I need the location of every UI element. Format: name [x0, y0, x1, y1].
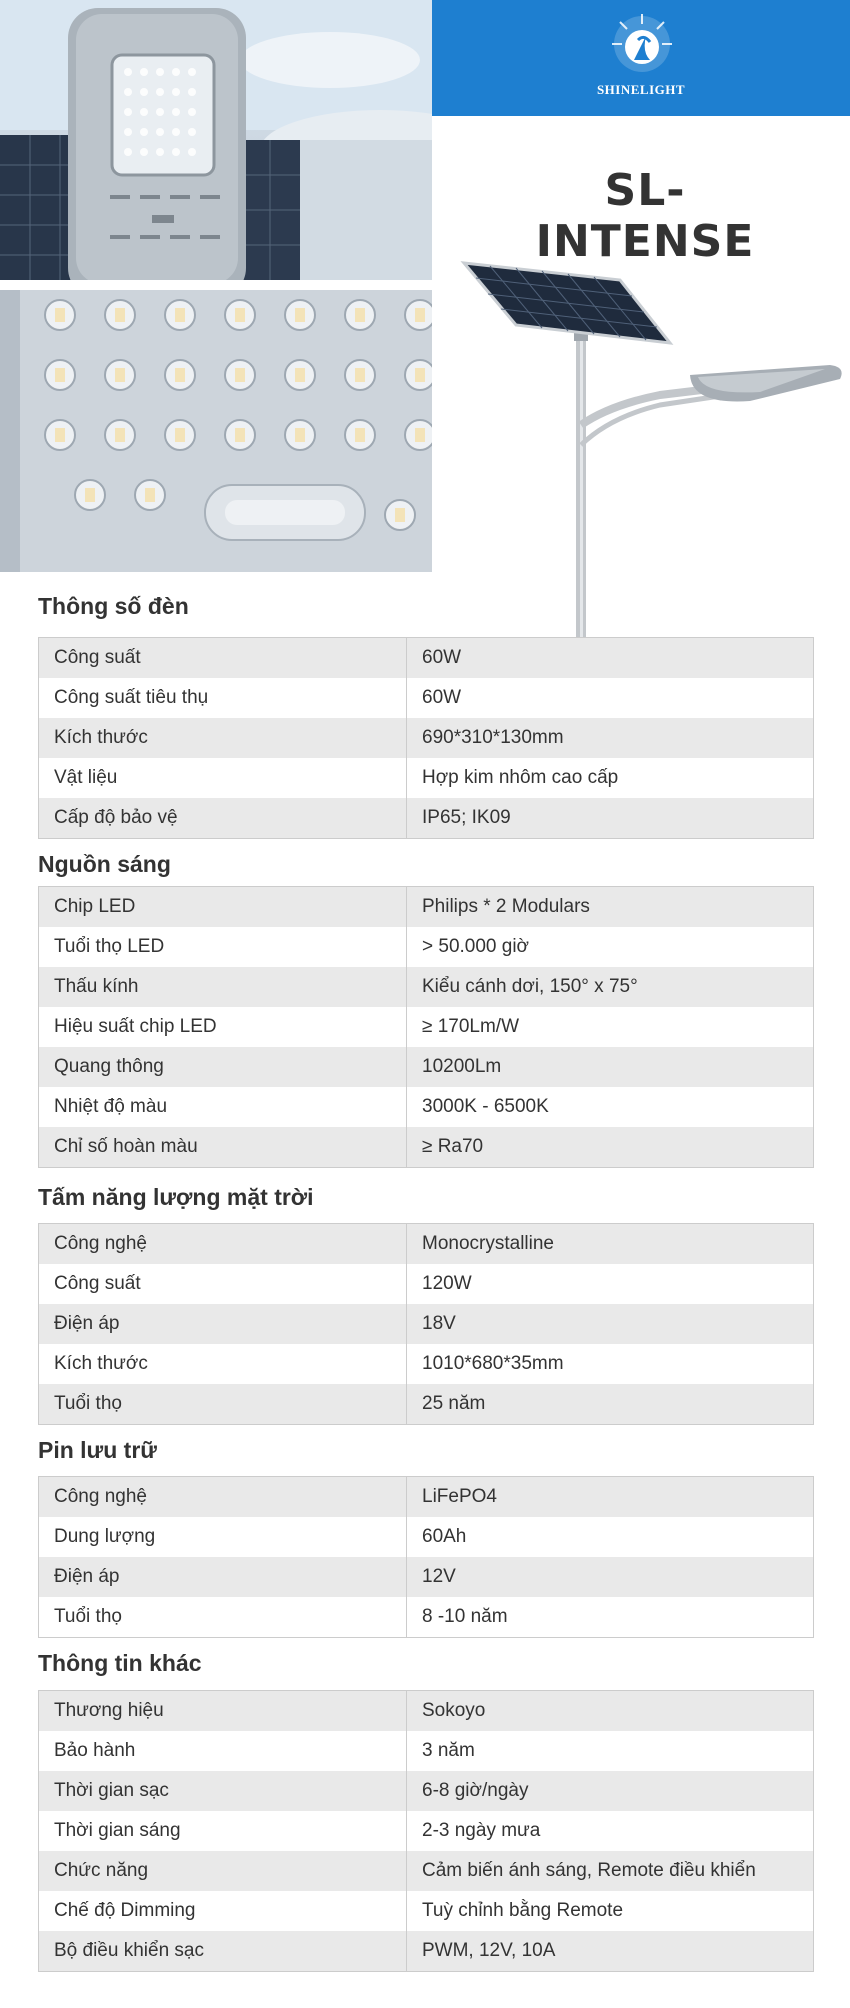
- spec-value: Monocrystalline: [422, 1233, 554, 1254]
- spec-label: Công suất: [39, 638, 407, 678]
- led-chip-array-photo: [0, 290, 432, 572]
- table-row: [39, 1047, 813, 1087]
- table-row: [39, 887, 813, 927]
- spec-label: Hiệu suất chip LED: [39, 1007, 407, 1047]
- spec-value: 18V: [422, 1313, 456, 1334]
- table-row: [39, 1891, 813, 1931]
- spec-value: Tuỳ chỉnh bằng Remote: [422, 1900, 624, 1921]
- spec-label: Tuổi thọ: [39, 1384, 407, 1424]
- table-row: [39, 1811, 813, 1851]
- spec-value: 10200Lm: [422, 1056, 502, 1077]
- spec-label: Thời gian sáng: [39, 1811, 407, 1851]
- spec-value: LiFePO4: [422, 1486, 497, 1507]
- spec-value: 60Ah: [422, 1526, 467, 1547]
- table-row: [39, 798, 813, 838]
- light-source-table: [38, 886, 814, 1168]
- spec-label: Bộ điều khiển sạc: [39, 1931, 407, 1971]
- spec-value: PWM, 12V, 10A: [422, 1940, 556, 1961]
- spec-label: Quang thông: [39, 1047, 407, 1087]
- spec-label: Chế độ Dimming: [39, 1891, 407, 1931]
- spec-label: Công nghệ: [39, 1477, 407, 1517]
- spec-label: Tuổi thọ LED: [39, 927, 407, 967]
- lamp-specs-table: [38, 637, 814, 839]
- table-row: [39, 1477, 813, 1517]
- spec-label: Cấp độ bảo vệ: [39, 798, 407, 838]
- spec-value: Cảm biến ánh sáng, Remote điều khiển: [422, 1860, 756, 1881]
- spec-label: Dung lượng: [39, 1517, 407, 1557]
- solar-street-light-product-drawing: [460, 255, 850, 640]
- spec-value: Sokoyo: [422, 1700, 486, 1721]
- brand-logo-text: SHINELIGHT: [596, 82, 686, 97]
- spec-label: Kích thước: [39, 718, 407, 758]
- table-row: [39, 1087, 813, 1127]
- table-row: [39, 1127, 813, 1167]
- table-row: [39, 718, 813, 758]
- spec-value: 8 -10 năm: [422, 1606, 508, 1627]
- table-row: [39, 1691, 813, 1731]
- table-row: [39, 1597, 813, 1637]
- spec-label: Công suất: [39, 1264, 407, 1304]
- spec-value: Philips * 2 Modulars: [422, 896, 590, 917]
- table-row: [39, 1731, 813, 1771]
- table-row: [39, 1384, 813, 1424]
- table-row: [39, 1264, 813, 1304]
- spec-label: Điện áp: [39, 1304, 407, 1344]
- spec-value: > 50.000 giờ: [422, 936, 530, 957]
- spec-value: 3 năm: [422, 1740, 475, 1761]
- product-title: SL-INTENSE: [535, 165, 755, 267]
- street-light-closeup-photo: [0, 0, 432, 280]
- spec-value: 60W: [422, 647, 462, 668]
- spec-label: Kích thước: [39, 1344, 407, 1384]
- spec-value: 6-8 giờ/ngày: [422, 1780, 529, 1801]
- table-row: [39, 1517, 813, 1557]
- section-title-lamp-specs: Thông số đèn: [38, 593, 189, 619]
- spec-label: Công nghệ: [39, 1224, 407, 1264]
- spec-label: Chức năng: [39, 1851, 407, 1891]
- table-row: [39, 1344, 813, 1384]
- spec-label: Chip LED: [39, 887, 407, 927]
- spec-value: 1010*680*35mm: [422, 1353, 564, 1374]
- table-row: [39, 1931, 813, 1971]
- spec-value: ≥ Ra70: [422, 1136, 484, 1157]
- spec-value: 25 năm: [422, 1393, 486, 1414]
- table-row: [39, 927, 813, 967]
- section-title-light-source: Nguồn sáng: [38, 851, 171, 877]
- spec-value: 690*310*130mm: [422, 727, 564, 748]
- table-row: [39, 758, 813, 798]
- spec-value: 2-3 ngày mưa: [422, 1820, 541, 1841]
- brand-logo: [432, 0, 850, 116]
- spec-label: Thương hiệu: [39, 1691, 407, 1731]
- spec-label: Vật liệu: [39, 758, 407, 798]
- spec-label: Thấu kính: [39, 967, 407, 1007]
- spec-label: Thời gian sạc: [39, 1771, 407, 1811]
- table-row: [39, 1771, 813, 1811]
- spec-value: 12V: [422, 1566, 456, 1587]
- table-row: [39, 1557, 813, 1597]
- table-row: [39, 1304, 813, 1344]
- table-row: [39, 1007, 813, 1047]
- table-row: [39, 1224, 813, 1264]
- spec-label: Tuổi thọ: [39, 1597, 407, 1637]
- section-title-battery: Pin lưu trữ: [38, 1437, 157, 1463]
- spec-value: ≥ 170Lm/W: [422, 1016, 520, 1037]
- spec-label: Công suất tiêu thụ: [39, 678, 407, 718]
- spec-value: 60W: [422, 687, 462, 708]
- spec-value: Kiểu cánh dơi, 150° x 75°: [422, 976, 638, 997]
- spec-label: Bảo hành: [39, 1731, 407, 1771]
- battery-table: [38, 1476, 814, 1638]
- spec-value: IP65; IK09: [422, 807, 511, 828]
- table-row: [39, 638, 813, 678]
- spec-value: 120W: [422, 1273, 472, 1294]
- spec-label: Nhiệt độ màu: [39, 1087, 407, 1127]
- brand-logo-icon: [612, 14, 672, 80]
- table-row: [39, 678, 813, 718]
- spec-label: Điện áp: [39, 1557, 407, 1597]
- table-row: [39, 967, 813, 1007]
- section-title-solar-panel: Tấm năng lượng mặt trời: [38, 1184, 314, 1210]
- other-info-table: [38, 1690, 814, 1972]
- spec-value: Hợp kim nhôm cao cấp: [422, 767, 619, 788]
- spec-label: Chỉ số hoàn màu: [39, 1127, 407, 1167]
- spec-value: 3000K - 6500K: [422, 1096, 549, 1117]
- solar-panel-table: [38, 1223, 814, 1425]
- section-title-other-info: Thông tin khác: [38, 1650, 202, 1676]
- table-row: [39, 1851, 813, 1891]
